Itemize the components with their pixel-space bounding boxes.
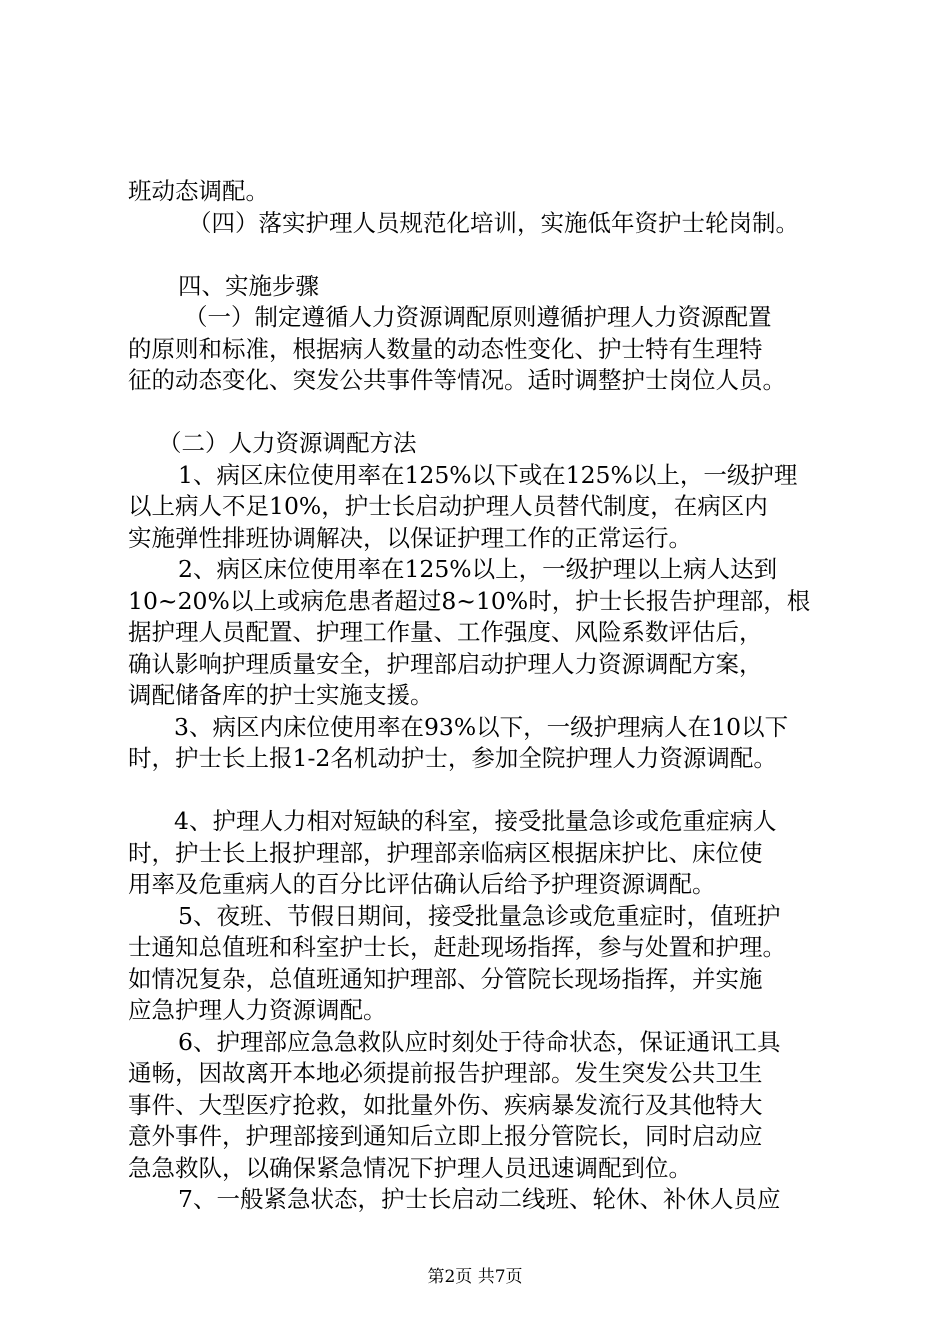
- text-line: 确认影响护理质量安全，护理部启动护理人力资源调配方案，: [128, 649, 763, 678]
- text-line: 6、护理部应急急救队应时刻处于待命状态，保证通讯工具: [178, 1027, 781, 1056]
- text-line: 3、病区内床位使用率在93%以下，一级护理病人在10以下: [174, 712, 789, 741]
- text-line: 4、护理人力相对短缺的科室，接受批量急诊或危重症病人: [174, 807, 777, 835]
- text-line: 据护理人员配置、护理工作量、工作强度、风险系数评估后，: [128, 618, 763, 646]
- text-line: 意外事件，护理部接到通知后立即上报分管院长，同时启动应: [128, 1122, 763, 1150]
- text-line: 2、病区床位使用率在125%以上，一级护理以上病人达到: [178, 555, 778, 583]
- text-line: 急急救队，以确保紧急情况下护理人员迅速调配到位。: [128, 1153, 692, 1182]
- text-line: 10~20%以上或病危患者超过8~10%时，护士长报告护理部，根: [128, 586, 811, 615]
- text-line: （四）落实护理人员规范化培训，实施低年资护士轮岗制。: [188, 208, 799, 237]
- text-line: 征的动态变化、突发公共事件等情况。适时调整护士岗位人员。: [128, 366, 786, 394]
- text-line: 应急护理人力资源调配。: [128, 996, 387, 1024]
- paragraph-gap: [128, 239, 840, 271]
- text-line: 7、一般紧急状态，护士长启动二线班、轮休、补休人员应: [178, 1185, 781, 1213]
- text-line: 四、实施步骤: [178, 271, 319, 300]
- text-line: 时，护士长上报护理部，护理部亲临病区根据床护比、床位使: [128, 838, 763, 867]
- paragraph-gap: [128, 397, 840, 429]
- text-line: 如情况复杂，总值班通知护理部、分管院长现场指挥，并实施: [128, 964, 763, 993]
- text-line: 事件、大型医疗抢救，如批量外伤、疾病暴发流行及其他特大: [128, 1090, 763, 1119]
- text-line: 用率及危重病人的百分比评估确认后给予护理资源调配。: [128, 870, 716, 898]
- text-line: 实施弹性排班协调解决，以保证护理工作的正常运行。: [128, 523, 692, 552]
- text-line: 以上病人不足10%，护士长启动护理人员替代制度，在病区内: [128, 492, 768, 520]
- text-line: 1、病区床位使用率在125%以下或在125%以上，一级护理: [178, 460, 798, 489]
- page-footer: 第2页 共7页: [427, 1267, 523, 1287]
- text-line: 时，护士长上报1-2名机动护士，参加全院护理人力资源调配。: [128, 744, 777, 772]
- text-line: 的原则和标准，根据病人数量的动态性变化、护士特有生理特: [128, 334, 763, 363]
- text-line: 5、夜班、节假日期间，接受批量急诊或危重症时，值班护: [178, 901, 781, 930]
- document-body: [128, 176, 840, 1216]
- text-line: （一）制定遵循人力资源调配原则遵循护理人力资源配置: [184, 303, 772, 331]
- text-line: （二）人力资源调配方法: [158, 429, 417, 457]
- text-line: 调配储备库的护士实施支援。: [128, 681, 434, 709]
- text-line: 士通知总值班和科室护士长，赶赴现场指挥，参与处置和护理。: [128, 933, 786, 961]
- text-line: 班动态调配。: [128, 177, 269, 205]
- paragraph-gap: [128, 775, 840, 807]
- text-line: 通畅，因故离开本地必须提前报告护理部。发生突发公共卫生: [128, 1059, 763, 1087]
